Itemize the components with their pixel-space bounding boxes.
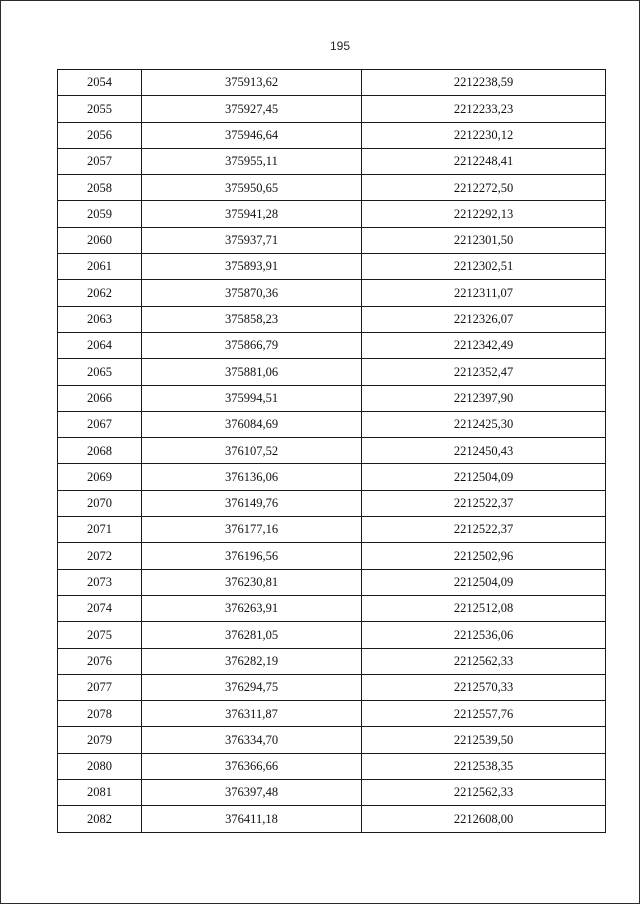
table-row <box>58 569 606 595</box>
table-row <box>58 254 606 280</box>
y-coordinate-cell: 2212538,35 <box>362 753 606 779</box>
x-coordinate-cell: 375937,71 <box>142 227 362 253</box>
point-number-cell: 2082 <box>58 806 142 832</box>
point-number-cell: 2067 <box>58 411 142 437</box>
y-coordinate-cell: 2212311,07 <box>362 280 606 306</box>
table-row <box>58 96 606 122</box>
y-coordinate-cell: 2212522,37 <box>362 517 606 543</box>
x-coordinate-cell: 376366,66 <box>142 753 362 779</box>
point-number-cell: 2054 <box>58 70 142 96</box>
x-coordinate-cell: 375870,36 <box>142 280 362 306</box>
point-number-cell: 2080 <box>58 753 142 779</box>
point-number-cell: 2073 <box>58 569 142 595</box>
y-coordinate-cell: 2212301,50 <box>362 227 606 253</box>
y-coordinate-cell: 2212233,23 <box>362 96 606 122</box>
point-number-cell: 2065 <box>58 359 142 385</box>
point-number-cell: 2069 <box>58 464 142 490</box>
x-coordinate-cell: 375950,65 <box>142 175 362 201</box>
point-number-cell: 2081 <box>58 780 142 806</box>
point-number-cell: 2059 <box>58 201 142 227</box>
y-coordinate-cell: 2212238,59 <box>362 70 606 96</box>
point-number-cell: 2078 <box>58 701 142 727</box>
table-row <box>58 306 606 332</box>
y-coordinate-cell: 2212504,09 <box>362 464 606 490</box>
x-coordinate-cell: 375913,62 <box>142 70 362 96</box>
table-row <box>58 806 606 832</box>
x-coordinate-cell: 376334,70 <box>142 727 362 753</box>
table-row <box>58 490 606 516</box>
x-coordinate-cell: 376311,87 <box>142 701 362 727</box>
y-coordinate-cell: 2212539,50 <box>362 727 606 753</box>
x-coordinate-cell: 376230,81 <box>142 569 362 595</box>
point-number-cell: 2061 <box>58 254 142 280</box>
point-number-cell: 2076 <box>58 648 142 674</box>
table-row <box>58 674 606 700</box>
y-coordinate-cell: 2212570,33 <box>362 674 606 700</box>
y-coordinate-cell: 2212512,08 <box>362 595 606 621</box>
x-coordinate-cell: 375955,11 <box>142 148 362 174</box>
y-coordinate-cell: 2212342,49 <box>362 332 606 358</box>
coordinates-table <box>57 69 606 833</box>
y-coordinate-cell: 2212425,30 <box>362 411 606 437</box>
table-row <box>58 332 606 358</box>
x-coordinate-cell: 376294,75 <box>142 674 362 700</box>
point-number-cell: 2058 <box>58 175 142 201</box>
table-row <box>58 385 606 411</box>
y-coordinate-cell: 2212522,37 <box>362 490 606 516</box>
page-number: 195 <box>329 39 351 53</box>
table-row <box>58 701 606 727</box>
y-coordinate-cell: 2212352,47 <box>362 359 606 385</box>
y-coordinate-cell: 2212230,12 <box>362 122 606 148</box>
table-row <box>58 122 606 148</box>
coordinates-table-body <box>58 70 606 833</box>
table-row <box>58 201 606 227</box>
x-coordinate-cell: 376281,05 <box>142 622 362 648</box>
table-row <box>58 148 606 174</box>
point-number-cell: 2056 <box>58 122 142 148</box>
x-coordinate-cell: 376282,19 <box>142 648 362 674</box>
x-coordinate-cell: 375927,45 <box>142 96 362 122</box>
table-row <box>58 780 606 806</box>
table-row <box>58 727 606 753</box>
x-coordinate-cell: 376149,76 <box>142 490 362 516</box>
point-number-cell: 2070 <box>58 490 142 516</box>
point-number-cell: 2057 <box>58 148 142 174</box>
table-row <box>58 517 606 543</box>
table-row <box>58 438 606 464</box>
point-number-cell: 2063 <box>58 306 142 332</box>
x-coordinate-cell: 375946,64 <box>142 122 362 148</box>
x-coordinate-cell: 375941,28 <box>142 201 362 227</box>
table-row <box>58 175 606 201</box>
table-row <box>58 227 606 253</box>
table-row <box>58 622 606 648</box>
point-number-cell: 2062 <box>58 280 142 306</box>
table-row <box>58 359 606 385</box>
point-number-cell: 2075 <box>58 622 142 648</box>
point-number-cell: 2066 <box>58 385 142 411</box>
point-number-cell: 2064 <box>58 332 142 358</box>
point-number-cell: 2060 <box>58 227 142 253</box>
x-coordinate-cell: 376177,16 <box>142 517 362 543</box>
point-number-cell: 2068 <box>58 438 142 464</box>
table-row <box>58 543 606 569</box>
y-coordinate-cell: 2212292,13 <box>362 201 606 227</box>
x-coordinate-cell: 375858,23 <box>142 306 362 332</box>
y-coordinate-cell: 2212504,09 <box>362 569 606 595</box>
point-number-cell: 2074 <box>58 595 142 621</box>
y-coordinate-cell: 2212562,33 <box>362 780 606 806</box>
x-coordinate-cell: 376136,06 <box>142 464 362 490</box>
point-number-cell: 2079 <box>58 727 142 753</box>
table-row <box>58 411 606 437</box>
x-coordinate-cell: 376411,18 <box>142 806 362 832</box>
table-row <box>58 464 606 490</box>
y-coordinate-cell: 2212326,07 <box>362 306 606 332</box>
table-row <box>58 753 606 779</box>
y-coordinate-cell: 2212557,76 <box>362 701 606 727</box>
x-coordinate-cell: 376107,52 <box>142 438 362 464</box>
y-coordinate-cell: 2212536,06 <box>362 622 606 648</box>
x-coordinate-cell: 375893,91 <box>142 254 362 280</box>
x-coordinate-cell: 376397,48 <box>142 780 362 806</box>
point-number-cell: 2077 <box>58 674 142 700</box>
y-coordinate-cell: 2212562,33 <box>362 648 606 674</box>
x-coordinate-cell: 375881,06 <box>142 359 362 385</box>
table-row <box>58 595 606 621</box>
y-coordinate-cell: 2212450,43 <box>362 438 606 464</box>
y-coordinate-cell: 2212397,90 <box>362 385 606 411</box>
table-row <box>58 70 606 96</box>
y-coordinate-cell: 2212272,50 <box>362 175 606 201</box>
x-coordinate-cell: 376263,91 <box>142 595 362 621</box>
table-row <box>58 648 606 674</box>
x-coordinate-cell: 375866,79 <box>142 332 362 358</box>
x-coordinate-cell: 376196,56 <box>142 543 362 569</box>
point-number-cell: 2071 <box>58 517 142 543</box>
point-number-cell: 2072 <box>58 543 142 569</box>
y-coordinate-cell: 2212608,00 <box>362 806 606 832</box>
x-coordinate-cell: 375994,51 <box>142 385 362 411</box>
x-coordinate-cell: 376084,69 <box>142 411 362 437</box>
point-number-cell: 2055 <box>58 96 142 122</box>
table-row <box>58 280 606 306</box>
y-coordinate-cell: 2212248,41 <box>362 148 606 174</box>
y-coordinate-cell: 2212302,51 <box>362 254 606 280</box>
y-coordinate-cell: 2212502,96 <box>362 543 606 569</box>
